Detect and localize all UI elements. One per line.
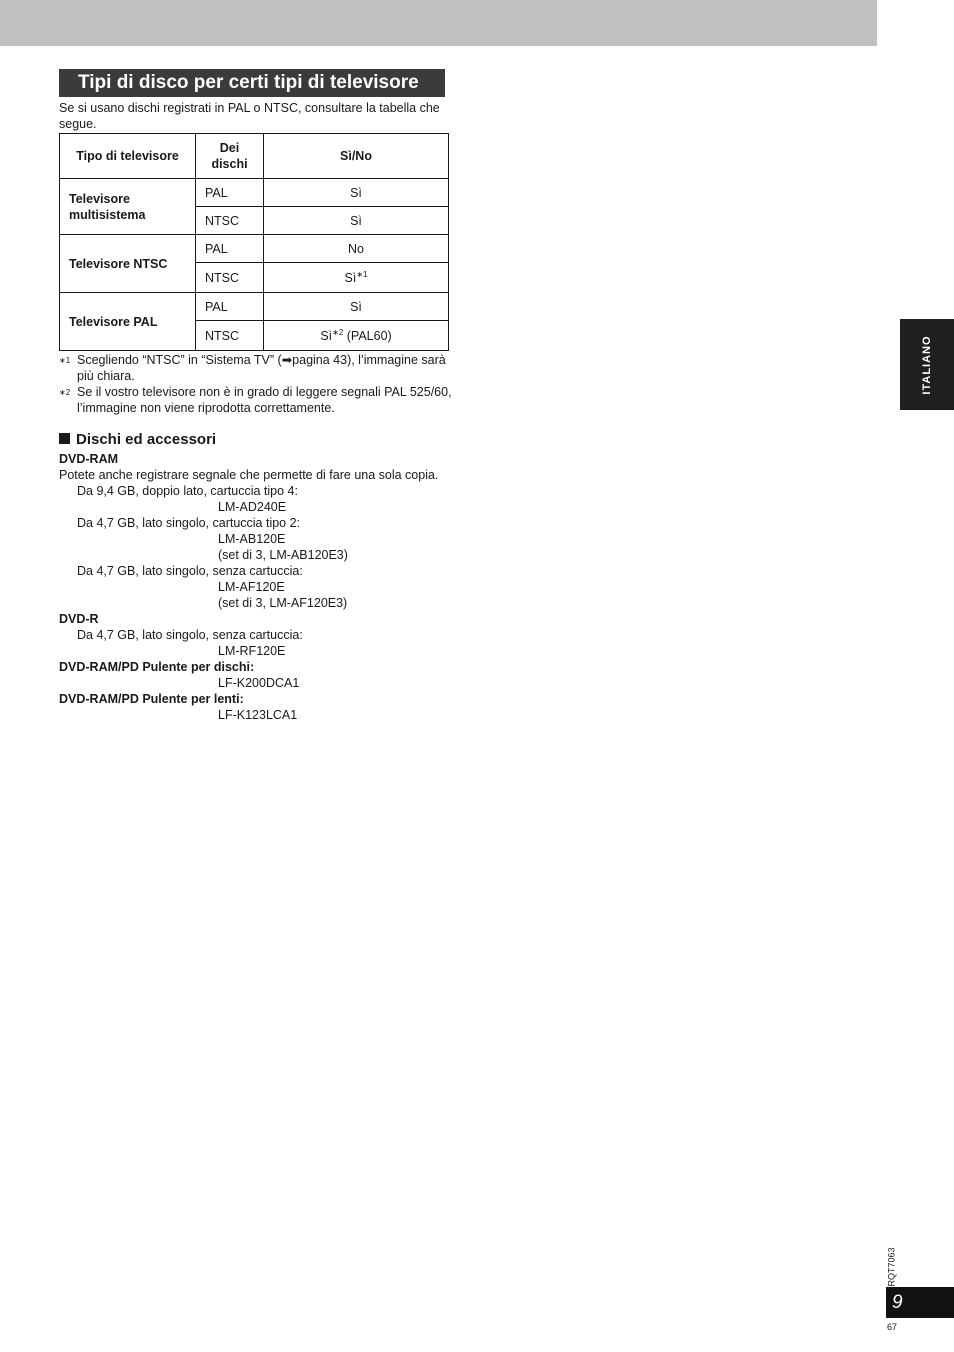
accessory-line: Da 4,7 GB, lato singolo, cartuccia tipo 2: (77, 516, 301, 530)
accessory-line: (set di 3, LM-AB120E3) (218, 548, 348, 562)
intro-text: Se si usano dischi registrati in PAL o NTSC, consultare la tabella che segue. (59, 101, 440, 131)
accessory-line: LF-K123LCA1 (218, 708, 298, 722)
accessory-line: LM-RF120E (218, 644, 286, 658)
accessory-line: Da 4,7 GB, lato singolo, senza cartuccia: (77, 628, 303, 642)
table-row (60, 179, 449, 207)
value-cell: Sì (264, 179, 449, 207)
disc-compatibility-table (59, 133, 449, 351)
accessory-line: LM-AD240E (218, 500, 287, 514)
footnote-mark: ∗1 (59, 356, 71, 365)
disc-cell: PAL (196, 293, 264, 321)
value-cell: $Sì^{∗1}$ (264, 263, 449, 293)
value-cell: No (264, 235, 449, 263)
accessory-line: DVD-RAM/PD Pulente per dischi: (59, 660, 255, 674)
language-tab (900, 319, 954, 410)
table-header-yes-no: Sì/No (264, 134, 449, 179)
table-row (60, 293, 449, 321)
accessories-heading: Dischi ed accessori (59, 431, 216, 448)
footnote-ref: ∗2 (332, 327, 344, 337)
accessory-line: DVD-RAM (59, 452, 119, 466)
value-cell: $Sì^{∗2}$ (PAL60) (264, 321, 449, 351)
accessory-line: DVD-RAM/PD Pulente per lenti: (59, 692, 244, 706)
disc-cell: PAL (196, 235, 264, 263)
section-title: Tipi di disco per certi tipi di televisore (59, 69, 445, 97)
disc-cell: PAL (196, 179, 264, 207)
table-header-disc: Dei dischi (196, 134, 264, 179)
tv-type-cell: Televisore multisistema (60, 179, 196, 235)
table-row (60, 235, 449, 263)
accessories-list (59, 451, 479, 723)
accessory-line: Potete anche registrare segnale che permette di fare una sola copia. (59, 468, 439, 482)
table-header-tv-type: Tipo di televisore (60, 134, 196, 179)
disc-cell: NTSC (196, 263, 264, 293)
footnote (59, 352, 454, 384)
disc-cell: NTSC (196, 207, 264, 235)
accessory-line: LF-K200DCA1 (218, 676, 300, 690)
footnote-text: Scegliendo “NTSC” in “Sistema TV” (➡pagina 43), l’immagine sarà più chiara. (77, 353, 446, 383)
value-cell: Sì (264, 207, 449, 235)
footnote-mark: ∗2 (59, 388, 71, 397)
tv-type-cell: Televisore NTSC (60, 235, 196, 293)
footnotes (59, 352, 454, 416)
accessory-line: LM-AF120E (218, 580, 285, 594)
disc-cell: NTSC (196, 321, 264, 351)
footnote (59, 384, 454, 416)
language-tab-label: ITALIANO (921, 334, 933, 395)
tv-type-cell: Televisore PAL (60, 293, 196, 351)
footnote-ref: ∗1 (356, 269, 368, 279)
header-bar (0, 0, 877, 46)
value-cell: Sì (264, 293, 449, 321)
accessory-line: DVD-R (59, 612, 99, 626)
page-number-small: 67 (887, 1322, 898, 1332)
square-bullet-icon (59, 433, 70, 444)
accessory-line: LM-AB120E (218, 532, 286, 546)
footnote-text: Se il vostro televisore non è in grado di leggere segnali PAL 525/60, l’immagine non viene riprodotta correttamente. (77, 385, 452, 415)
accessory-line: Da 9,4 GB, doppio lato, cartuccia tipo 4: (77, 484, 298, 498)
accessory-line: Da 4,7 GB, lato singolo, senza cartuccia: (77, 564, 303, 578)
document-code: RQT7063 (886, 1247, 897, 1287)
page-number: 9 (886, 1287, 954, 1318)
accessory-line: (set di 3, LM-AF120E3) (218, 596, 348, 610)
